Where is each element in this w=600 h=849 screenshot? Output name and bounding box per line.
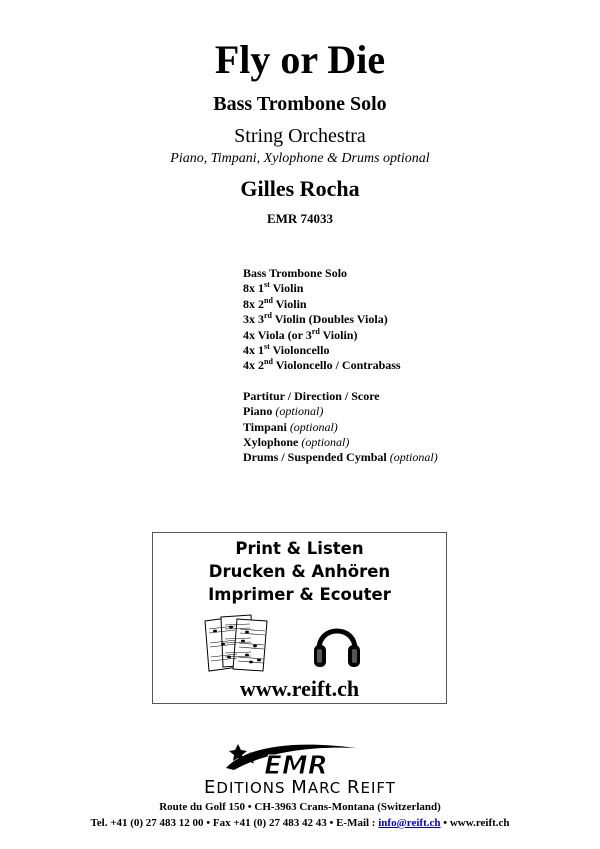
solo-instrument: Bass Trombone Solo (213, 93, 387, 115)
ensemble: String Orchestra (234, 125, 366, 147)
instrumentation-list (243, 266, 438, 466)
part-violin-3: 3x 3rd Violin (Doubles Viola) (243, 311, 388, 327)
composer-name: Gilles Rocha (240, 176, 360, 201)
print-listen-en: Print & Listen (235, 539, 364, 558)
part-violin-2: 8x 2nd Violin (243, 295, 307, 311)
part-xylophone: Xylophone (optional) (243, 435, 350, 450)
publisher-name: EDITIONS MARC REIFT (204, 777, 396, 798)
part-drums: Drums / Suspended Cymbal (optional) (243, 450, 438, 465)
print-listen-box (152, 532, 447, 704)
publisher-address: Route du Golf 150 • CH-3963 Crans-Montana (Switzerland) (159, 801, 441, 813)
svg-text:EMR: EMR (264, 751, 328, 781)
part-timpani: Timpani (optional) (243, 419, 338, 434)
sheet-music-icon (201, 613, 273, 673)
print-listen-fr: Imprimer & Ecouter (208, 585, 391, 604)
email-link[interactable]: info@reift.ch (378, 817, 441, 829)
part-cello-2: 4x 2nd Violoncello / Contrabass (243, 357, 401, 373)
website-link[interactable]: www.reift.ch (239, 676, 360, 701)
part-piano: Piano (optional) (243, 404, 324, 419)
part-viola: 4x Viola (or 3rd Violin) (243, 326, 358, 342)
catalog-number: EMR 74033 (266, 211, 334, 226)
part-cello-1: 4x 1st Violoncello (243, 342, 330, 358)
print-listen-de: Drucken & Anhören (208, 562, 391, 581)
publisher-contact: Tel. +41 (0) 27 483 12 00 • Fax +41 (0) 27 483 42 43 • E-Mail : info@reift.ch • www.reift.ch (90, 817, 510, 829)
part-violin-1: 8x 1st Violin (243, 280, 304, 296)
piece-title: Fly or Die (214, 37, 386, 82)
headphones-icon (311, 615, 363, 671)
optional-instruments: Piano, Timpani, Xylophone & Drums optional (170, 151, 430, 166)
emr-logo (216, 738, 366, 782)
part-solo: Bass Trombone Solo (243, 266, 348, 280)
part-score: Partitur / Direction / Score (243, 388, 380, 403)
